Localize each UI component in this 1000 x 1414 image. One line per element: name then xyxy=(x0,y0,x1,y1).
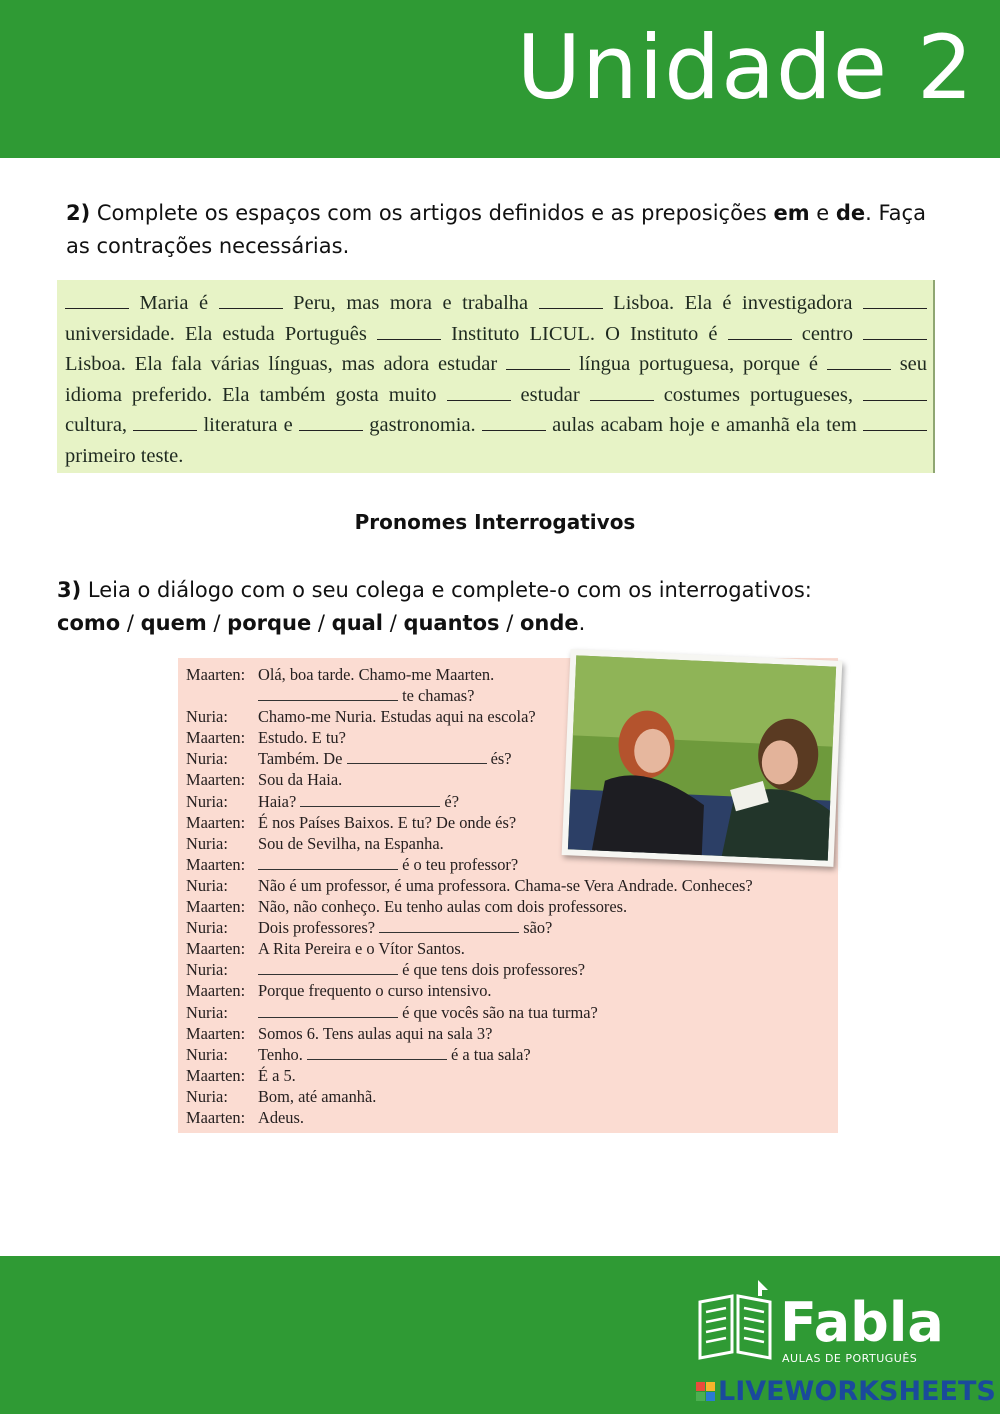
dialogue-blank[interactable] xyxy=(307,1047,447,1060)
dialogue-text-after: és? xyxy=(486,749,512,769)
dialogue-blank[interactable] xyxy=(300,794,440,807)
liveworksheets-logo xyxy=(696,1376,996,1406)
dialogue-text-after: é que tens dois professores? xyxy=(398,960,586,980)
dialogue-speaker: Nuria: xyxy=(186,833,228,853)
dialogue-line xyxy=(186,875,753,896)
fill-blank[interactable] xyxy=(728,325,792,340)
dialogue-text: Não é um professor, é uma professora. Chama-se Vera Andrade. Conheces? xyxy=(258,875,753,895)
dialogue-blank[interactable] xyxy=(258,857,398,870)
dialogue-text: Não, não conheço. Eu tenho aulas com dois professores. xyxy=(258,897,628,917)
dialogue-text-after: são? xyxy=(519,918,553,938)
fill-blank[interactable] xyxy=(863,325,927,340)
q3-separator: / xyxy=(206,611,228,635)
fill-blank[interactable] xyxy=(863,294,927,309)
exercise-text: primeiro teste. xyxy=(65,444,184,467)
page-title: Unidade 2 xyxy=(516,16,974,119)
dialogue-line xyxy=(186,896,753,917)
dialogue-text-after: é o teu professor? xyxy=(398,854,519,874)
fill-blank[interactable] xyxy=(539,294,603,309)
dialogue-speaker: Maarten: xyxy=(186,770,246,790)
dialogue-text: É nos Países Baixos. E tu? De onde és? xyxy=(258,812,517,832)
dialogue-text: É a 5. xyxy=(258,1065,296,1085)
q3-option: quantos xyxy=(403,611,500,635)
dialogue-line xyxy=(186,1023,753,1044)
dialogue-speaker: Maarten: xyxy=(186,939,246,959)
q3-option: quem xyxy=(140,611,207,635)
dialogue-text: Bom, até amanhã. xyxy=(258,1086,377,1106)
dialogue-text: Sou de Sevilha, na Espanha. xyxy=(258,833,444,853)
dialogue-line xyxy=(186,917,753,938)
exercise-text: Maria é xyxy=(139,292,209,314)
dialogue-text-after: é a tua sala? xyxy=(446,1044,531,1064)
dialogue-line xyxy=(186,1107,753,1128)
q3-option: onde xyxy=(519,611,579,635)
dialogue-blank[interactable] xyxy=(258,1005,398,1018)
fill-blank[interactable] xyxy=(377,325,441,340)
q3-option: como xyxy=(57,611,121,635)
dialogue-line xyxy=(186,1086,753,1107)
dialogue-line xyxy=(186,1044,753,1065)
dialogue-speaker: Maarten: xyxy=(186,897,246,917)
dialogue-blank[interactable] xyxy=(258,688,398,701)
fill-blank[interactable] xyxy=(219,294,283,309)
q2-text-b: e xyxy=(809,201,836,225)
question-2-number: 2) xyxy=(66,201,91,225)
exercise-text: Lisboa. Ela é investigadora xyxy=(613,292,853,314)
section-subtitle: Pronomes Interrogativos xyxy=(354,510,636,534)
fill-blank[interactable] xyxy=(65,294,129,309)
dialogue-speaker: Nuria: xyxy=(186,1086,228,1106)
dialogue-text: Estudo. E tu? xyxy=(258,728,346,748)
dialogue-speaker: Maarten: xyxy=(186,665,246,684)
dialogue-text: Adeus. xyxy=(258,1107,304,1127)
liveworksheets-icon xyxy=(696,1382,715,1401)
dialogue-text: Olá, boa tarde. Chamo-me Maarten. xyxy=(258,665,495,684)
dialogue-text-after: é? xyxy=(440,791,459,811)
fill-blank[interactable] xyxy=(133,416,197,431)
dialogue-speaker: Nuria: xyxy=(186,791,228,811)
dialogue-text: Também. De xyxy=(258,749,347,769)
dialogue-line xyxy=(186,1002,753,1023)
dialogue-speaker: Nuria: xyxy=(186,875,228,895)
exercise-text: cultura, xyxy=(65,414,128,437)
dialogue-text: Haia? xyxy=(258,791,301,811)
brand-subtitle: AULAS DE PORTUGUÊS xyxy=(782,1352,918,1365)
exercise-text: literatura e xyxy=(203,414,293,437)
fill-blank[interactable] xyxy=(863,416,927,431)
dialogue-speaker: Nuria: xyxy=(186,707,228,727)
exercise-text: estudar xyxy=(520,383,580,406)
liveworksheets-text: LIVEWORKSHEETS xyxy=(718,1375,996,1407)
q3-separator: / xyxy=(311,611,332,635)
fill-blank[interactable] xyxy=(827,355,891,370)
q3-text-a: Leia o diálogo com o seu colega e complete-o com os interrogativos: xyxy=(81,578,812,602)
dialogue-text: Porque frequento o curso intensivo. xyxy=(258,981,492,1001)
q3-end: . xyxy=(578,611,586,635)
dialogue-text: A Rita Pereira e o Vítor Santos. xyxy=(258,939,465,959)
dialogue-speaker: Maarten: xyxy=(186,1107,246,1127)
dialogue-speaker: Maarten: xyxy=(186,1023,246,1043)
fill-blank[interactable] xyxy=(863,386,927,401)
fill-blank[interactable] xyxy=(482,416,546,431)
q3-separator: / xyxy=(120,611,141,635)
open-book-icon xyxy=(696,1278,774,1362)
exercise-text: universidade. Ela estuda Português xyxy=(65,322,367,345)
exercise-2-box xyxy=(57,280,935,473)
dialogue-speaker: Maarten: xyxy=(186,1065,246,1085)
exercise-text: centro xyxy=(801,322,853,345)
dialogue-blank[interactable] xyxy=(347,751,487,764)
q2-text-a: Complete os espaços com os artigos definidos e as preposições xyxy=(90,201,774,225)
fill-blank[interactable] xyxy=(590,386,654,401)
dialogue-blank[interactable] xyxy=(379,920,519,933)
exercise-text: aulas acabam hoje e amanhã ela tem xyxy=(552,414,857,437)
dialogue-line xyxy=(186,959,753,980)
dialogue-text: Chamo-me Nuria. Estudas aqui na escola? xyxy=(258,707,536,727)
exercise-text: Instituto LICUL. O Instituto é xyxy=(451,322,718,345)
exercise-2-text xyxy=(65,288,927,472)
dialogue-speaker: Maarten: xyxy=(186,812,246,832)
exercise-text: Lisboa. Ela fala várias línguas, mas adora estudar xyxy=(65,353,498,376)
photo-illustration xyxy=(562,649,843,867)
dialogue-line xyxy=(186,980,753,1001)
exercise-text: língua portuguesa, porque é xyxy=(578,353,818,376)
brand-name: Fabla xyxy=(780,1291,944,1354)
q2-bold-de: de xyxy=(835,201,866,225)
exercise-text: costumes portugueses, xyxy=(663,383,854,406)
q3-separator: / xyxy=(383,611,404,635)
dialogue-speaker: Nuria: xyxy=(186,1002,228,1022)
q3-separator: / xyxy=(499,611,520,635)
header-bar xyxy=(0,0,1000,158)
dialogue-blank[interactable] xyxy=(258,962,398,975)
fill-blank[interactable] xyxy=(506,355,570,370)
exercise-text: seu idioma preferido. Ela também gosta muito xyxy=(65,353,928,406)
q3-option: porque xyxy=(227,611,312,635)
dialogue-speaker: Nuria: xyxy=(186,960,228,980)
dialogue-text: Sou da Haia. xyxy=(258,770,343,790)
dialogue-text-after: te chamas? xyxy=(398,686,475,706)
dialogue-speaker: Maarten: xyxy=(186,854,246,874)
dialogue-speaker: Maarten: xyxy=(186,981,246,1001)
students-photo xyxy=(562,649,843,867)
dialogue-line xyxy=(186,1065,753,1086)
fill-blank[interactable] xyxy=(299,416,363,431)
dialogue-text: Tenho. xyxy=(258,1044,307,1064)
dialogue-speaker: Nuria: xyxy=(186,918,228,938)
q2-text-c: . Faça as contrações necessárias. xyxy=(66,201,926,258)
question-2-instruction xyxy=(66,197,946,263)
fill-blank[interactable] xyxy=(447,386,511,401)
dialogue-text: Dois professores? xyxy=(258,918,380,938)
q3-option: qual xyxy=(331,611,384,635)
dialogue-text: Somos 6. Tens aulas aqui na sala 3? xyxy=(258,1023,493,1043)
exercise-text: Peru, mas mora e trabalha xyxy=(293,292,529,314)
q2-bold-em: em xyxy=(773,201,810,225)
question-3-number: 3) xyxy=(57,578,82,602)
question-3-instruction xyxy=(57,574,957,640)
dialogue-text-after: é que vocês são na tua turma? xyxy=(398,1002,598,1022)
dialogue-speaker: Nuria: xyxy=(186,749,228,769)
dialogue-speaker: Maarten: xyxy=(186,728,246,748)
dialogue-line xyxy=(186,938,753,959)
exercise-text: gastronomia. xyxy=(369,414,476,437)
dialogue-speaker: Nuria: xyxy=(186,1044,228,1064)
